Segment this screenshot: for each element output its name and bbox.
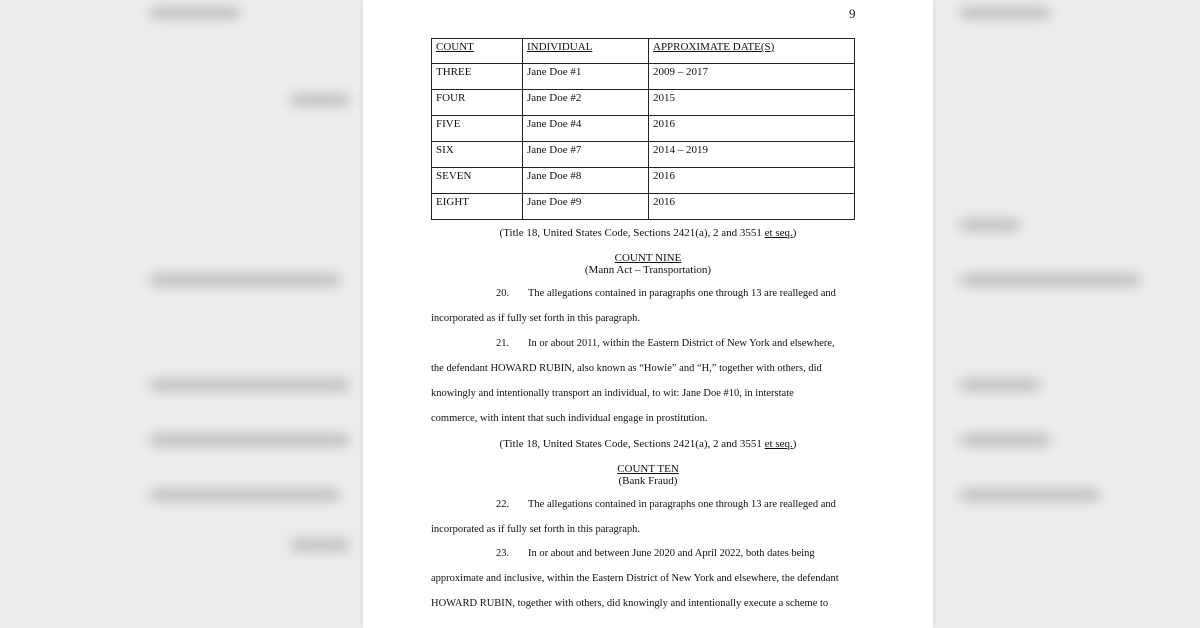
table-row (432, 142, 855, 168)
cell-dates: 2016 (649, 116, 855, 142)
cell-count: SIX (432, 142, 523, 168)
cell-individual: Jane Doe #9 (523, 194, 649, 220)
paragraph-line: commerce, with intent that such individual engage in prostitution. (431, 413, 708, 424)
paragraph-line: In or about and between June 2020 and April 2022, both dates being (528, 548, 815, 559)
paragraph-line: approximate and inclusive, within the Eastern District of New York and elsewhere, the defendant (431, 573, 839, 584)
citation-1-etseq: et seq. (764, 227, 793, 239)
table-row (432, 116, 855, 142)
table-row (432, 64, 855, 90)
header-count: COUNT (432, 39, 523, 64)
cell-count: FIVE (432, 116, 523, 142)
paragraph-line: The allegations contained in paragraphs one through 13 are realleged and (528, 288, 836, 299)
count-ten-heading: COUNT TEN (617, 463, 679, 475)
paragraph-line: In or about 2011, within the Eastern District of New York and elsewhere, (528, 338, 835, 349)
cell-individual: Jane Doe #2 (523, 90, 649, 116)
citation-2-close: ) (792, 438, 797, 450)
page-number: 9 (849, 6, 856, 21)
citation-2-etseq: et seq. (764, 438, 793, 450)
cell-count: SEVEN (432, 168, 523, 194)
header-dates: APPROXIMATE DATE(S) (649, 39, 855, 64)
paragraph-22 (431, 492, 861, 542)
paragraph-line: HOWARD RUBIN, together with others, did knowingly and intentionally execute a scheme to (431, 598, 829, 609)
cell-dates: 2016 (649, 194, 855, 220)
paragraph-line: knowingly and intentionally transport an individual, to wit: Jane Doe #10, in interstate (431, 388, 794, 399)
cell-individual: Jane Doe #8 (523, 168, 649, 194)
count-nine-heading: COUNT NINE (614, 252, 682, 264)
paragraph-number: 21. (496, 338, 510, 349)
paragraph-number: 22. (496, 499, 510, 510)
citation-1-close: ) (792, 227, 797, 239)
cell-individual: Jane Doe #4 (523, 116, 649, 142)
cell-count: THREE (432, 64, 523, 90)
table-row (432, 168, 855, 194)
document-page (363, 0, 933, 628)
table-row (432, 194, 855, 220)
paragraph-number: 23. (496, 548, 510, 559)
cell-count: EIGHT (432, 194, 523, 220)
table-row (432, 90, 855, 116)
citation-1 (363, 227, 933, 239)
paragraph-line: The allegations contained in paragraphs one through 13 are realleged and (528, 499, 836, 510)
cell-count: FOUR (432, 90, 523, 116)
paragraph-20 (431, 281, 861, 331)
cell-individual: Jane Doe #1 (523, 64, 649, 90)
cell-dates: 2014 – 2019 (649, 142, 855, 168)
table-header-row (432, 39, 855, 64)
header-individual: INDIVIDUAL (523, 39, 649, 64)
citation-1-text: (Title 18, United States Code, Sections 2421(a), 2 and 3551 (499, 227, 765, 239)
citation-2-text: (Title 18, United States Code, Sections 2421(a), 2 and 3551 (499, 438, 765, 450)
paragraph-line: incorporated as if fully set forth in this paragraph. (431, 313, 641, 324)
cell-dates: 2016 (649, 168, 855, 194)
paragraph-line: incorporated as if fully set forth in this paragraph. (431, 524, 641, 535)
paragraph-line: the defendant HOWARD RUBIN, also known as “Howie” and “H,” together with others, did (431, 363, 822, 374)
cell-dates: 2015 (649, 90, 855, 116)
paragraph-21 (431, 331, 861, 431)
counts-table (431, 38, 855, 220)
count-ten-subtitle: (Bank Fraud) (618, 475, 678, 487)
paragraph-number: 20. (496, 288, 510, 299)
cell-individual: Jane Doe #7 (523, 142, 649, 168)
cell-dates: 2009 – 2017 (649, 64, 855, 90)
citation-2 (363, 438, 933, 450)
count-nine-subtitle: (Mann Act – Transportation) (584, 264, 712, 276)
paragraph-23 (431, 541, 861, 616)
